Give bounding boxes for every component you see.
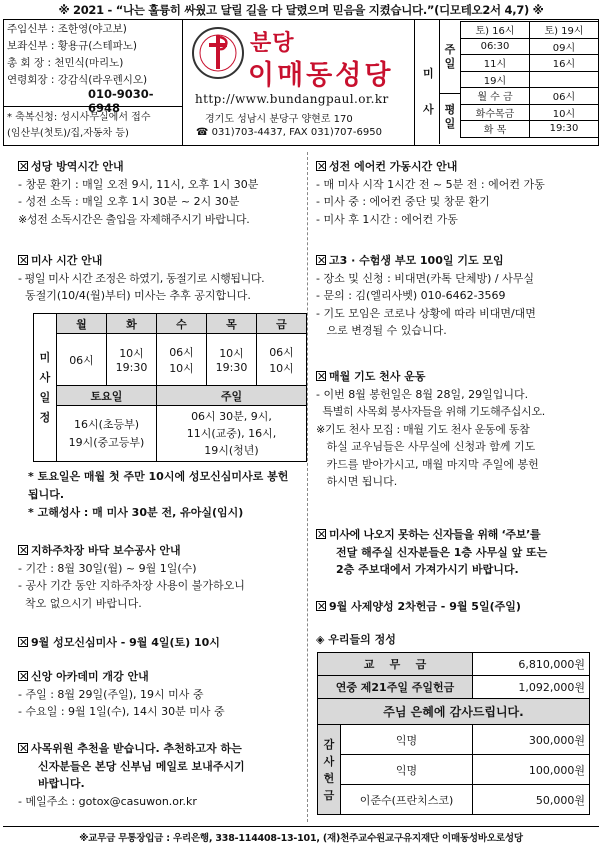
section-mary-mass	[18, 634, 306, 652]
section-title: 매월 기도 천사 운동	[316, 368, 598, 386]
section-title-cont: 바랍니다.	[38, 777, 85, 790]
divider	[3, 106, 182, 107]
day-header: 화	[107, 314, 157, 334]
section-title: 9월 성모신심미사 - 9월 4일(토) 10시	[18, 634, 306, 652]
church-tel: ☎ 031)703-4437, FAX 031)707-6950	[196, 127, 382, 138]
notice-line: (임산부(첫토)/집,자동차 등)	[7, 128, 129, 139]
checkbox-icon	[18, 255, 28, 265]
text-line: - 공사 기간 동안 지하주차장 사용이 불가하오니	[18, 579, 245, 592]
table-cell: 10시 19:30	[207, 334, 257, 386]
section-prayer-angel	[316, 368, 598, 491]
table-cell: 화수목금	[461, 104, 530, 121]
section-title: 사목위원 추천을 받습니다. 추천하고자 하는	[18, 740, 306, 758]
text-line: - 문의 : 김(엘리사벳) 010-6462-3569	[316, 289, 506, 302]
text-line: - 미사 후 1시간 : 에어컨 가동	[316, 212, 458, 226]
section-title: 성전 에어컨 가동시간 안내	[316, 158, 598, 176]
table-side-label: 미 사 일 정	[34, 314, 57, 462]
section-bulletin	[316, 526, 598, 579]
note-line: * 토요일은 매월 첫 주만 10시에 성모신심미사로 봉헌됩니다.	[28, 470, 289, 501]
text-line: ※기도 천사 모집 : 매월 기도 천사 운동에 동참	[316, 422, 530, 436]
section-prayer-100	[316, 252, 598, 340]
top-verse: ※ 2021 - “나는 훌륭히 싸웠고 달릴 길을 다 달렸으며 믿음을 지켰습니다.”(디모테오2서 4,7) ※	[58, 3, 544, 17]
table-cell: 06시 10시	[257, 334, 307, 386]
table-cell: 이준수(프란치스코)	[341, 785, 473, 815]
phone-number: 010-9030-6948	[88, 87, 154, 115]
text-line: - 이번 8월 봉헌일은 8월 28일, 29일입니다.	[316, 387, 529, 401]
footer-rule	[3, 826, 599, 827]
section-title: 미사 시간 안내	[18, 252, 306, 270]
cross-icon	[206, 33, 230, 71]
footer-bank-info: ※교무금 무통장입금 : 우리은행, 338-114408-13-101, (재)천주교수원교구유지재단 이매동성바오로성당	[79, 833, 523, 844]
section-title: 지하주차장 바닥 보수공사 안내	[18, 542, 306, 560]
donation-title: ◈ 우리들의 정성	[316, 633, 396, 646]
text-line: - 매 미사 시작 1시간 전 ~ 5분 전 : 에어컨 가동	[316, 177, 545, 191]
section-title: 미사에 나오지 못하는 신자들을 위해 ‘주보’를	[316, 526, 598, 544]
table-cell: 100,000원	[473, 755, 590, 785]
section-title-cont: 신자분들은 본당 신부님 메일로 보내주시기	[38, 759, 245, 773]
staff-line: 총 회 장 : 천민식(마리노)	[7, 57, 124, 69]
phone-icon: ☎	[196, 127, 212, 138]
checkbox-icon	[18, 671, 28, 681]
table-cell: 익명	[341, 725, 473, 755]
table-cell: 06시 10시	[157, 334, 207, 386]
weekly-mass-table	[33, 313, 307, 462]
table-cell: 09시	[530, 38, 599, 55]
sunday-label: 주일	[444, 43, 456, 70]
table-cell	[530, 71, 599, 88]
weekday-label: 평일	[444, 103, 456, 130]
section-prevention	[18, 158, 306, 228]
sun-header: 주일	[157, 386, 307, 406]
sat-header: 토요일	[57, 386, 157, 406]
table-cell: 익명	[341, 755, 473, 785]
checkbox-icon	[316, 601, 326, 611]
text-line: - 평일 미사 시간 조정은 하였기, 동절기로 시행됩니다.	[18, 271, 265, 285]
day-header: 목	[207, 314, 257, 334]
table-cell: 토) 19시	[530, 22, 599, 39]
table-cell: 월 수 금	[461, 88, 530, 105]
text-line: - 창문 환기 : 매일 오전 9시, 11시, 오후 1시 30분	[18, 177, 259, 191]
text-line: 카드를 받아가시고, 매월 마지막 주일에 봉헌	[316, 457, 539, 471]
donation-table	[317, 652, 590, 815]
table-cell: 06:30	[461, 38, 530, 55]
section-title: 고3 · 수험생 부모 100일 기도 모임	[316, 252, 598, 270]
mass-time-table	[460, 21, 599, 138]
church-name: 이매동성당	[248, 60, 394, 91]
table-cell: 16시	[530, 55, 599, 72]
checkbox-icon	[316, 161, 326, 171]
church-name-short: 분당	[250, 31, 295, 56]
text-line: 하실 교우님들은 사무실에 신청과 함께 기도	[316, 440, 536, 453]
table-cell: 1,092,000원	[473, 676, 590, 699]
mass-notes	[28, 468, 296, 522]
table-cell: 19시	[461, 71, 530, 88]
column-divider	[307, 152, 308, 822]
text-line: 전달 해주실 신자분들은 1층 사무실 앞 또는	[336, 545, 548, 559]
table-cell: 10시	[530, 104, 599, 121]
table-cell: 교 무 금	[318, 653, 473, 676]
thanks-row: 주님 은혜에 감사드립니다.	[318, 699, 590, 725]
staff-line: 보좌신부 : 황용규(스테파노)	[7, 40, 137, 52]
text-line: - 기도 모임은 코로나 상황에 따라 비대면/대면	[316, 306, 536, 320]
day-header: 월	[57, 314, 107, 334]
table-cell: 300,000원	[473, 725, 590, 755]
text-line: - 장소 및 신청 : 비대면(카톡 단체방) / 사무실	[316, 271, 534, 285]
table-cell: 화 목	[461, 121, 530, 138]
mass-side-label: 사	[423, 103, 434, 116]
text-line: - 주일 : 8월 29일(주일), 19시 미사 중	[18, 687, 204, 701]
table-cell: 50,000원	[473, 785, 590, 815]
email-line[interactable]: - 메일주소 : gotox@casuwon.or.kr	[18, 794, 197, 808]
table-side-label: 감 사 헌 금	[318, 725, 341, 815]
table-cell: 16시(초등부) 19시(중고등부)	[57, 406, 157, 462]
section-mass-time	[18, 252, 306, 305]
table-cell: 06시	[530, 88, 599, 105]
mass-side-label: 미	[423, 67, 434, 80]
text-line: 특별히 사목회 봉사자들을 위해 기도해주십시오.	[316, 405, 545, 418]
section-collection	[316, 598, 598, 616]
section-title: 신앙 아카데미 개강 안내	[18, 668, 306, 686]
text-line: 으로 변경될 수 있습니다.	[316, 324, 447, 337]
checkbox-icon	[316, 255, 326, 265]
table-cell: 6,810,000원	[473, 653, 590, 676]
section-title: 성당 방역시간 안내	[18, 158, 306, 176]
table-cell: 연중 제21주일 주일헌금	[318, 676, 473, 699]
text-line: 하시면 됩니다.	[316, 475, 398, 488]
text-line: - 성전 소독 : 매일 오후 1시 30분 ~ 2시 30분	[18, 195, 240, 208]
day-header: 수	[157, 314, 207, 334]
staff-panel	[3, 19, 183, 146]
section-recommend	[18, 740, 306, 810]
text-line: - 기간 : 8월 30일(월) ~ 9월 1일(수)	[18, 561, 197, 575]
table-cell: 19:30	[530, 121, 599, 138]
text-line: 2층 주보대에서 가져가시기 바랍니다.	[336, 563, 519, 576]
checkbox-icon	[316, 529, 326, 539]
staff-line: 연령회장 : 강감식(라우렌시오)	[7, 74, 148, 86]
checkbox-icon	[316, 371, 326, 381]
church-address: 경기도 성남시 분당구 양현로 170	[205, 114, 353, 125]
text-line: 동절기(10/4(월)부터) 미사는 추후 공지합니다.	[18, 289, 251, 302]
notice-line: * 축복신청: 성시사무실에서 접수	[7, 112, 151, 123]
table-cell: 06시	[57, 334, 107, 386]
checkbox-icon	[18, 545, 28, 555]
text-line: 착오 없으시기 바랍니다.	[18, 596, 142, 610]
checkbox-icon	[18, 743, 28, 753]
day-header: 금	[257, 314, 307, 334]
table-cell: 11시	[461, 55, 530, 72]
text-line: - 수요일 : 9월 1일(수), 14시 30분 미사 중	[18, 705, 225, 718]
church-url[interactable]: http://www.bundangpaul.or.kr	[195, 92, 389, 106]
section-title: 9월 사제양성 2차헌금 - 9월 5일(주일)	[316, 598, 598, 616]
checkbox-icon	[18, 637, 28, 647]
section-aircon	[316, 158, 598, 228]
text-line: ※성전 소독시간은 출입을 자제해주시기 바랍니다.	[18, 212, 250, 226]
text-line: - 미사 중 : 에어컨 중단 및 창문 환기	[316, 195, 490, 208]
table-cell: 10시 19:30	[107, 334, 157, 386]
checkbox-icon	[18, 161, 28, 171]
section-academy	[18, 668, 306, 721]
table-cell: 토) 16시	[461, 22, 530, 39]
staff-line: 주임신부 : 조한영(야고보)	[7, 23, 127, 35]
section-parking	[18, 542, 306, 612]
note-line: * 고해성사 : 매 미사 30분 전, 유아실(임시)	[28, 506, 244, 519]
table-cell: 06시 30분, 9시, 11시(교중), 16시, 19시(청년)	[157, 406, 307, 462]
